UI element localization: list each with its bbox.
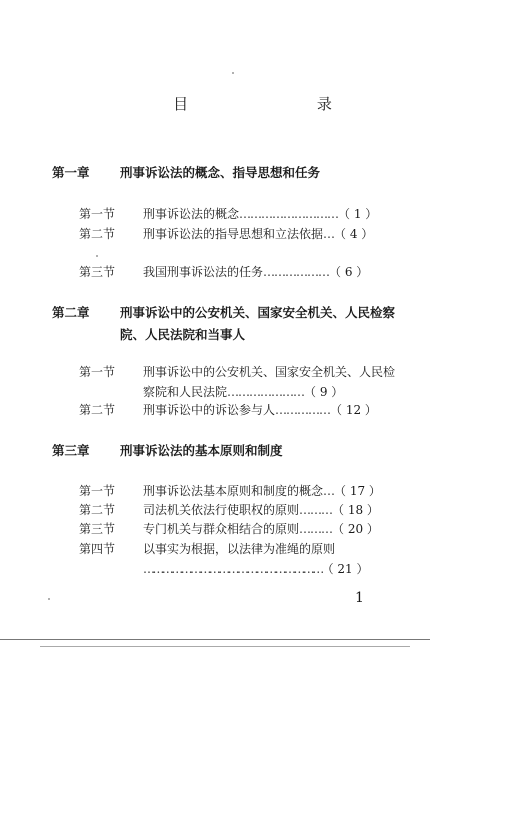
chapter-number: 第一章 [52, 165, 90, 180]
chapter-heading-3 [52, 440, 402, 462]
chapter-heading-1 [52, 162, 402, 184]
section-title: 刑事诉讼中的公安机关、国家安全机关、人民检察院和人民法院 [143, 365, 396, 399]
scan-line [40, 646, 410, 647]
section-number: 第一节 [79, 484, 116, 498]
page-ref: （ 12 ） [330, 403, 377, 417]
page-ref: （ 9 ） [304, 385, 344, 399]
scan-speck [232, 72, 234, 74]
leader-dots: ………………… [227, 385, 305, 399]
scan-speck [96, 255, 98, 257]
chapter-title: 刑事诉讼法的基本原则和制度 [120, 443, 283, 458]
scan-speck [48, 598, 50, 600]
page-ref: （ 20 ） [332, 522, 379, 536]
leader-dots: …………… [275, 403, 331, 417]
section-title: 刑事诉讼法的概念 [143, 207, 240, 221]
toc-entry [79, 539, 399, 579]
section-title: 我国刑事诉讼法的任务 [143, 265, 264, 279]
section-title: 专门机关与群众相结合的原则 [143, 522, 300, 536]
section-number: 第一节 [79, 365, 116, 379]
leader-dots: … [323, 227, 335, 241]
toc-entry [79, 519, 399, 539]
toc-entry [79, 500, 399, 520]
leader-dots: ……………………… [239, 207, 339, 221]
section-title: 司法机关依法行使职权的原则 [143, 503, 300, 517]
section-number: 第三节 [79, 522, 116, 536]
chapter-number: 第二章 [52, 305, 90, 320]
toc-entry [79, 400, 399, 420]
toc-entry [79, 481, 399, 501]
section-number: 第二节 [79, 503, 116, 517]
toc-entry [79, 224, 399, 244]
leader-dots: ……… [299, 503, 333, 517]
page-ref: （ 4 ） [334, 227, 374, 241]
page-number: 1 [355, 590, 364, 606]
leader-dots: ……… [299, 522, 333, 536]
section-number: 第二节 [79, 403, 116, 417]
section-title: 以事实为根据，以法律为准绳的原则 [143, 542, 336, 556]
section-number: 第一节 [79, 207, 116, 221]
chapter-heading-2 [52, 302, 402, 346]
leader-dots: … [323, 484, 335, 498]
toc-title: 目 录 [173, 95, 394, 113]
section-title: 刑事诉讼法基本原则和制度的概念 [143, 484, 324, 498]
leader-dots: ………………………………………………… [143, 562, 322, 576]
toc-entry [79, 362, 399, 402]
section-number: 第三节 [79, 265, 116, 279]
chapter-number: 第三章 [52, 443, 90, 458]
section-title: 刑事诉讼法的指导思想和立法依据 [143, 227, 324, 241]
chapter-title: 刑事诉讼中的公安机关、国家安全机关、人民检察院、人民法院和当事人 [120, 305, 396, 342]
section-title: 刑事诉讼中的诉讼参与人 [143, 403, 276, 417]
leader-dots: ……………… [263, 265, 330, 279]
page-ref: （ 1 ） [338, 207, 378, 221]
section-number: 第二节 [79, 227, 116, 241]
page-ref: （ 17 ） [334, 484, 381, 498]
toc-entry [79, 204, 399, 224]
toc-entry [79, 262, 399, 282]
page-ref: （ 6 ） [329, 265, 369, 279]
page-ref: （ 18 ） [332, 503, 379, 517]
chapter-title: 刑事诉讼法的概念、指导思想和任务 [120, 165, 321, 180]
scan-line [0, 639, 430, 640]
section-number: 第四节 [79, 542, 116, 556]
page-ref: （ 21 ） [321, 562, 369, 576]
